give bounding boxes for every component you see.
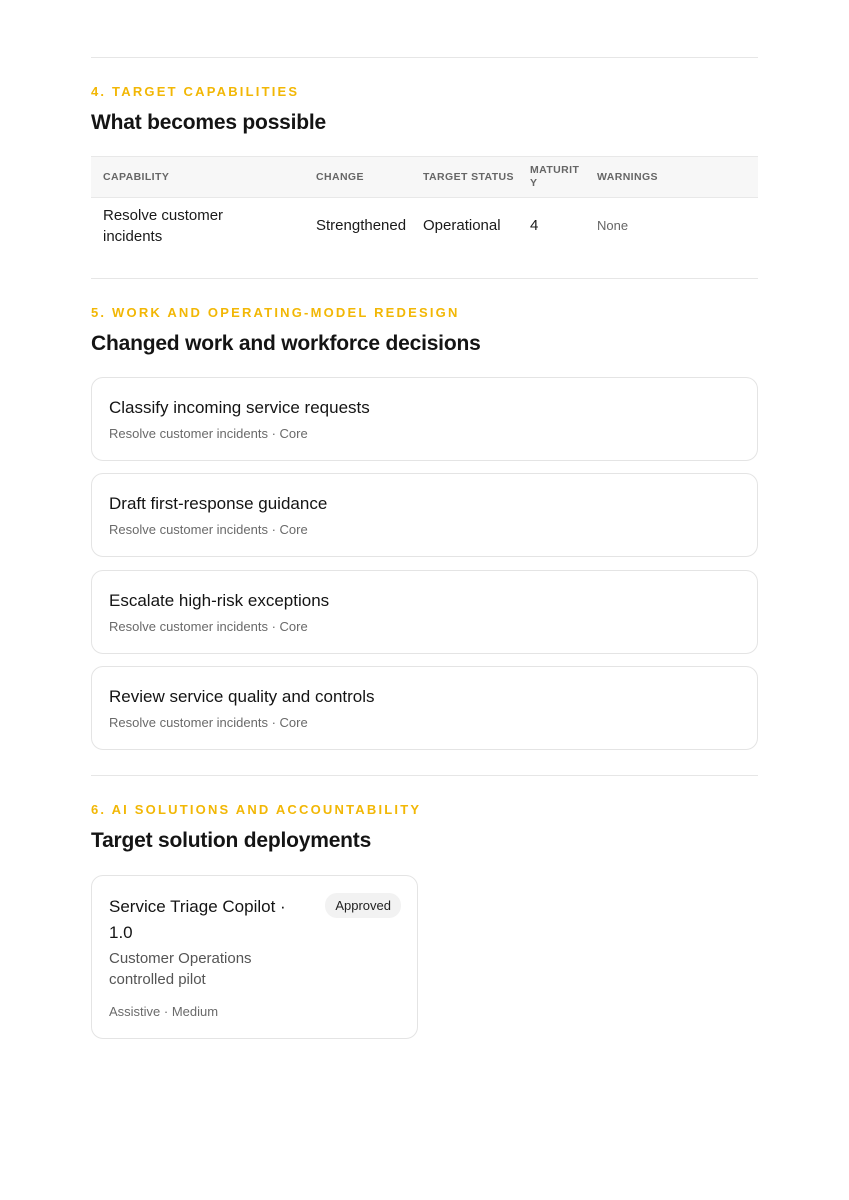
column-header-maturity: MATURITY: [518, 157, 585, 198]
section-4-eyebrow: 4. TARGET CAPABILITIES: [91, 84, 300, 99]
work-item-title: Classify incoming service requests: [109, 398, 370, 417]
cell-warnings: None: [597, 218, 629, 233]
table-header-row: [91, 157, 758, 198]
work-item-meta: Resolve customer incidents · Core: [109, 522, 308, 537]
solution-meta: Assistive · Medium: [109, 1004, 219, 1019]
work-item-card[interactable]: [91, 570, 758, 654]
divider-section-5: [91, 278, 758, 279]
section-6-title: Target solution deployments: [91, 829, 372, 852]
solution-card[interactable]: [91, 875, 418, 1039]
work-item-card[interactable]: [91, 473, 758, 557]
work-item-meta: Resolve customer incidents · Core: [109, 426, 308, 441]
cell-target-status: Operational: [423, 217, 501, 234]
table-row: [91, 198, 758, 254]
column-header-warnings: WARNINGS: [585, 157, 758, 198]
divider-top: [91, 57, 758, 58]
column-header-capability: CAPABILITY: [91, 157, 304, 198]
work-item-meta: Resolve customer incidents · Core: [109, 715, 308, 730]
work-item-title: Review service quality and controls: [109, 687, 375, 706]
capabilities-table: [91, 156, 758, 253]
cell-maturity: 4: [530, 217, 539, 234]
work-item-title: Escalate high-risk exceptions: [109, 591, 330, 610]
cell-change: Strengthened: [316, 217, 407, 234]
work-item-title: Draft first-response guidance: [109, 494, 328, 513]
section-6-eyebrow: 6. AI SOLUTIONS AND ACCOUNTABILITY: [91, 802, 422, 817]
section-5-title: Changed work and workforce decisions: [91, 332, 481, 355]
column-header-change: CHANGE: [304, 157, 411, 198]
work-item-meta: Resolve customer incidents · Core: [109, 619, 308, 634]
status-badge: Approved: [325, 893, 401, 918]
divider-section-6: [91, 775, 758, 776]
work-item-card[interactable]: [91, 377, 758, 461]
cell-capability: Resolve customer incidents: [103, 206, 224, 245]
section-5-eyebrow: 5. WORK AND OPERATING-MODEL REDESIGN: [91, 305, 460, 320]
solution-description: Customer Operations controlled pilot: [109, 950, 252, 988]
solution-name: Service Triage Copilot · 1.0: [109, 897, 286, 942]
column-header-target-status: TARGET STATUS: [411, 157, 518, 198]
work-item-card[interactable]: [91, 666, 758, 750]
section-4-title: What becomes possible: [91, 111, 327, 134]
